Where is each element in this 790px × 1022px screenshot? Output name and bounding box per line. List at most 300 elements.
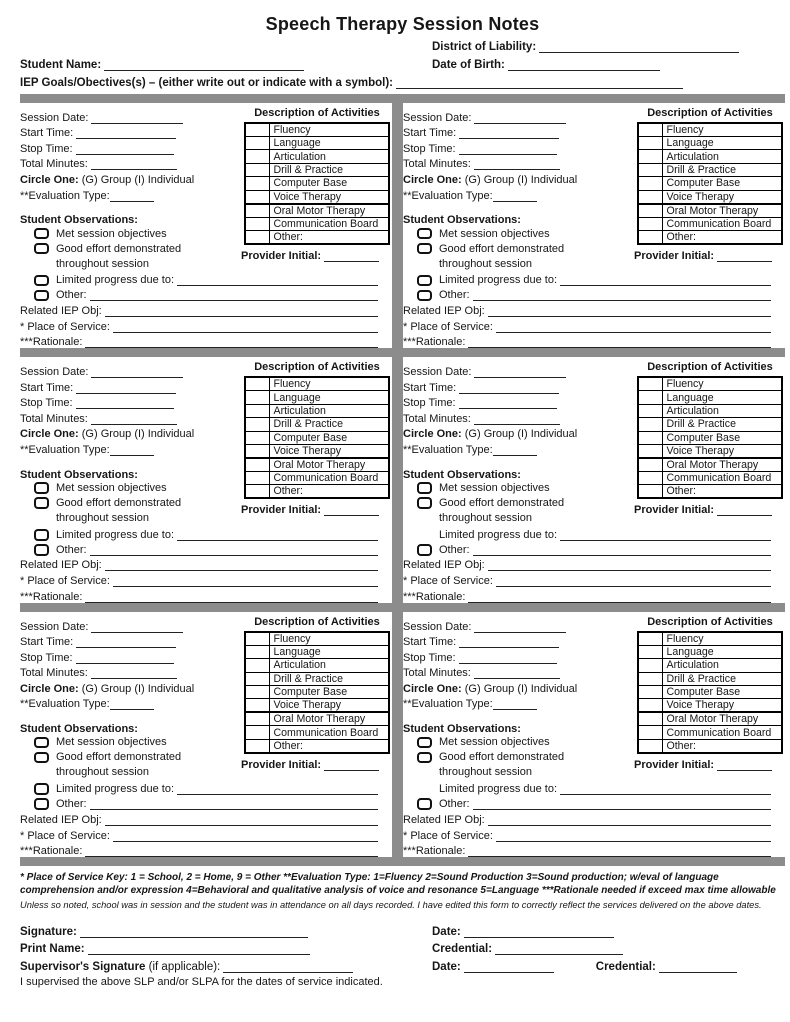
activity-checkbox[interactable] [638,230,662,244]
evaluation-type-input[interactable] [493,698,537,710]
evaluation-type-label: **Evaluation Type: [403,444,493,457]
total-minutes-field [20,409,245,425]
met-objectives-checkbox[interactable] [34,737,49,749]
session-block [20,103,392,348]
limited-progress-checkbox[interactable] [34,783,49,795]
session-grid [20,94,785,866]
activity-checkbox[interactable] [245,230,269,244]
activity-checkbox[interactable] [638,163,662,176]
evaluation-type-input[interactable] [493,190,537,202]
other-observation-label: Other: [56,289,87,302]
print-name-field [20,943,432,955]
credential-input[interactable] [495,943,623,955]
iep-goals-input[interactable] [396,77,683,89]
start-time-input[interactable] [459,382,559,394]
related-iep-input[interactable] [105,305,378,317]
activity-checkbox[interactable] [638,150,662,163]
activity-checkbox[interactable] [638,739,662,753]
activity-checkbox[interactable] [245,445,269,459]
activity-checkbox[interactable] [245,150,269,163]
related-iep-input[interactable] [488,814,771,826]
evaluation-type-input[interactable] [110,444,154,456]
activity-checkbox[interactable] [245,458,269,472]
other-observation-row [417,795,783,810]
supervisor-signature-field [20,961,432,973]
good-effort-checkbox[interactable] [34,752,49,764]
other-observation-row [34,795,390,810]
other-observation-label: Other: [439,543,470,556]
student-name-label: Student Name: [20,59,102,71]
activity-row [638,230,782,244]
activity-checkbox[interactable] [245,632,269,646]
activity-row [638,163,782,176]
rationale-label: ***Rationale: [403,590,466,603]
good-effort-label: Good effort demonstrated [56,497,182,510]
activity-checkbox[interactable] [638,377,662,391]
start-time-label: Start Time: [403,381,457,394]
stop-time-label: Stop Time: [403,397,456,410]
limited-progress-checkbox[interactable] [34,275,49,287]
session-date-input[interactable] [474,621,566,633]
good-effort-checkbox[interactable] [34,497,49,509]
other-observation-checkbox[interactable] [417,290,432,302]
rationale-label: ***Rationale: [403,336,466,349]
limited-progress-input[interactable] [560,274,771,286]
total-minutes-input[interactable] [91,158,177,170]
activity-checkbox[interactable] [638,659,662,672]
other-observation-input[interactable] [90,798,378,810]
activity-row [638,726,782,739]
activities-title: Description of Activities [647,107,773,119]
session-block [403,103,785,348]
start-time-label: Start Time: [20,636,74,649]
activity-checkbox[interactable] [638,217,662,230]
attendance-note: Unless so noted, school was in session and the student was in attendance on all days recorded. I have edited this form to correctly reflect the services delivered on the above dates. [20,900,762,911]
place-of-service-field [20,571,390,587]
date-label: Date: [432,925,461,938]
activity-row [638,123,782,137]
activity-checkbox[interactable] [638,177,662,190]
limited-progress-row [34,780,390,795]
activities-title: Description of Activities [254,361,380,374]
good-effort-label: Good effort demonstrated [439,751,565,764]
activity-checkbox[interactable] [638,123,662,137]
circle-one-label: Circle One: [20,682,79,695]
related-iep-field [403,810,783,826]
start-time-input[interactable] [76,127,176,139]
activity-label: Drill & Practice [662,163,782,176]
place-of-service-input[interactable] [496,321,771,333]
good-effort-checkbox[interactable] [417,497,432,509]
start-time-field [403,378,628,394]
activity-label: Communication Board [662,217,782,230]
session-date-field [403,617,628,633]
stop-time-input[interactable] [459,652,557,664]
evaluation-type-label: **Evaluation Type: [403,698,493,711]
date-input[interactable] [464,926,614,938]
circle-one-label: Circle One: [20,173,79,186]
activity-checkbox[interactable] [245,418,269,431]
other-observation-label: Other: [439,797,470,810]
met-objectives-checkbox[interactable] [417,228,432,240]
limited-progress-input[interactable] [177,783,378,795]
stop-time-input[interactable] [76,143,174,155]
rationale-label: ***Rationale: [20,845,83,858]
activity-checkbox[interactable] [638,472,662,485]
total-minutes-input[interactable] [91,413,177,425]
rationale-input[interactable] [468,336,771,348]
limited-progress-label: Limited progress due to: [56,782,175,795]
provider-initial-input[interactable] [717,250,772,262]
activity-row [638,431,782,444]
activity-label: Drill & Practice [662,672,782,685]
activities-table [244,122,390,245]
activity-label: Computer Base [269,686,389,699]
activity-checkbox[interactable] [638,645,662,658]
provider-initial-input[interactable] [717,759,772,771]
good-effort-label: Good effort demonstrated [56,751,182,764]
activity-row [638,418,782,431]
start-time-input[interactable] [76,382,176,394]
other-observation-checkbox[interactable] [34,798,49,810]
total-minutes-input[interactable] [91,667,177,679]
activity-row [245,699,389,713]
rationale-input[interactable] [468,845,771,857]
supervisor-signature-input[interactable] [223,961,353,973]
activity-checkbox[interactable] [245,726,269,739]
circle-one-options[interactable]: (G) Group (I) Individual [464,173,578,186]
stop-time-input[interactable] [459,397,557,409]
stop-time-input[interactable] [459,143,557,155]
met-objectives-checkbox[interactable] [34,482,49,494]
provider-initial-input[interactable] [324,759,379,771]
supervisor-signature-label: Supervisor's Signature [20,960,146,973]
circle-one-field [20,170,245,186]
session-date-input[interactable] [91,112,183,124]
date-of-birth-input[interactable] [508,59,660,71]
activity-checkbox[interactable] [245,472,269,485]
activity-checkbox[interactable] [638,445,662,459]
session-date-field [20,362,245,378]
activity-checkbox[interactable] [245,190,269,204]
limited-progress-input[interactable] [177,529,378,541]
met-objectives-label: Met session objectives [439,482,550,495]
related-iep-label: Related IEP Obj: [20,813,102,826]
total-minutes-input[interactable] [474,413,560,425]
session-date-input[interactable] [474,366,566,378]
session-date-input[interactable] [474,112,566,124]
circle-one-field [403,425,628,441]
rationale-input[interactable] [468,591,771,603]
stop-time-label: Stop Time: [20,651,73,664]
start-time-field [20,378,245,394]
related-iep-input[interactable] [488,559,771,571]
other-observation-label: Other: [439,289,470,302]
credential-label: Credential: [432,943,493,956]
activity-label: Computer Base [269,431,389,444]
activity-checkbox[interactable] [638,458,662,472]
related-iep-input[interactable] [105,814,378,826]
start-time-input[interactable] [76,636,176,648]
provider-initial-input[interactable] [717,504,772,516]
session-date-label: Session Date: [403,620,472,633]
good-effort-checkbox[interactable] [417,243,432,255]
activity-checkbox[interactable] [245,177,269,190]
activity-checkbox[interactable] [638,485,662,499]
activity-checkbox[interactable] [245,712,269,726]
activity-checkbox[interactable] [245,377,269,391]
provider-initial-input[interactable] [324,250,379,262]
total-minutes-label: Total Minutes: [403,412,471,425]
total-minutes-input[interactable] [474,667,560,679]
activity-label: Voice Therapy [269,190,389,204]
session-block [20,612,392,857]
activity-row [245,485,389,499]
activity-checkbox[interactable] [245,404,269,417]
page-title: Speech Therapy Session Notes [265,14,540,34]
session-date-label: Session Date: [20,620,89,633]
activity-row [638,217,782,230]
limited-progress-checkbox[interactable] [417,275,432,287]
good-effort-checkbox[interactable] [417,752,432,764]
good-effort-label: Good effort demonstrated [56,242,182,255]
met-objectives-label: Met session objectives [439,227,550,240]
place-of-service-input[interactable] [113,321,378,333]
stop-time-label: Stop Time: [20,142,73,155]
activity-checkbox[interactable] [245,645,269,658]
circle-one-options[interactable]: (G) Group (I) Individual [464,428,578,441]
session-date-field [403,362,628,378]
activities-table-body [638,123,782,244]
place-of-service-input[interactable] [496,830,771,842]
start-time-label: Start Time: [20,381,74,394]
place-of-service-field [403,317,783,333]
activity-checkbox[interactable] [638,418,662,431]
related-iep-input[interactable] [488,305,771,317]
activity-checkbox[interactable] [638,404,662,417]
activity-label: Articulation [269,659,389,672]
activity-checkbox[interactable] [245,217,269,230]
provider-initial-field [241,756,390,771]
student-name-input[interactable] [104,59,304,71]
rationale-input[interactable] [85,845,378,857]
limited-progress-input[interactable] [560,783,771,795]
activity-checkbox[interactable] [638,137,662,150]
rationale-input[interactable] [85,591,378,603]
supervised-note: I supervised the above SLP and/or SLPA for the dates of service indicated. [20,975,383,988]
other-observation-input[interactable] [473,289,771,301]
met-objectives-checkbox[interactable] [417,737,432,749]
provider-initial-input[interactable] [324,504,379,516]
other-observation-checkbox[interactable] [417,798,432,810]
activity-checkbox[interactable] [638,431,662,444]
print-name-input[interactable] [88,943,310,955]
rationale-field [403,333,783,349]
activity-checkbox[interactable] [638,204,662,218]
session-date-label: Session Date: [403,111,472,124]
activity-label: Computer Base [662,177,782,190]
evaluation-type-input[interactable] [110,698,154,710]
total-minutes-input[interactable] [474,158,560,170]
activity-checkbox[interactable] [245,659,269,672]
place-of-service-label: * Place of Service: [20,829,110,842]
activity-label: Language [662,391,782,404]
limited-progress-input[interactable] [560,529,771,541]
activity-checkbox[interactable] [245,123,269,137]
total-minutes-label: Total Minutes: [20,412,88,425]
other-observation-input[interactable] [90,289,378,301]
activity-row [245,404,389,417]
activity-label: Oral Motor Therapy [269,712,389,726]
good-effort-checkbox[interactable] [34,243,49,255]
signature-input[interactable] [80,926,308,938]
place-of-service-label: * Place of Service: [20,320,110,333]
other-observation-checkbox[interactable] [417,544,432,556]
activity-row [638,686,782,699]
session-date-field [20,617,245,633]
stop-time-field [20,394,245,410]
activity-checkbox[interactable] [245,391,269,404]
activity-row [638,404,782,417]
activity-label: Fluency [269,123,389,137]
circle-one-options[interactable]: (G) Group (I) Individual [81,682,195,695]
start-time-input[interactable] [459,127,559,139]
related-iep-field [403,556,783,572]
limited-progress-checkbox[interactable] [34,529,49,541]
activity-checkbox[interactable] [638,632,662,646]
limited-progress-label: Limited progress due to: [56,274,175,287]
evaluation-type-label: **Evaluation Type: [20,698,110,711]
limited-progress-row [34,271,390,286]
provider-initial-field [634,756,783,771]
activity-label: Articulation [269,404,389,417]
stop-time-input[interactable] [76,652,174,664]
activity-checkbox[interactable] [245,686,269,699]
start-time-field [403,633,628,649]
activity-checkbox[interactable] [245,137,269,150]
activity-checkbox[interactable] [638,672,662,685]
activity-label: Drill & Practice [269,418,389,431]
limited-progress-input[interactable] [177,274,378,286]
district-of-liability-input[interactable] [539,41,739,53]
activity-label: Drill & Practice [662,418,782,431]
activities-table-body [245,632,389,753]
evaluation-type-label: **Evaluation Type: [403,189,493,202]
activity-checkbox[interactable] [245,204,269,218]
other-observation-row [417,286,783,301]
activity-label: Language [269,645,389,658]
activity-label: Voice Therapy [662,445,782,459]
limited-progress-row [417,526,783,541]
activity-label: Other: [662,485,782,499]
place-of-service-input[interactable] [113,830,378,842]
supervisor-date-input[interactable] [464,961,554,973]
activity-label: Fluency [662,632,782,646]
activity-label: Other: [662,739,782,753]
session-date-input[interactable] [91,621,183,633]
evaluation-type-input[interactable] [493,444,537,456]
activities-title: Description of Activities [254,107,380,119]
provider-initial-label: Provider Initial: [634,249,715,262]
activity-row [245,391,389,404]
activity-label: Drill & Practice [269,672,389,685]
activity-label: Communication Board [662,472,782,485]
other-observation-input[interactable] [473,544,771,556]
activity-row [245,726,389,739]
student-name-field [20,59,432,71]
activity-checkbox[interactable] [245,485,269,499]
stop-time-field [20,139,245,155]
start-time-field [20,124,245,140]
other-observation-checkbox[interactable] [34,290,49,302]
limited-progress-label: Limited progress due to: [439,274,558,287]
activity-checkbox[interactable] [245,163,269,176]
related-iep-input[interactable] [105,559,378,571]
evaluation-type-input[interactable] [110,190,154,202]
place-of-service-input[interactable] [496,575,771,587]
other-observation-input[interactable] [90,544,378,556]
stop-time-input[interactable] [76,397,174,409]
stop-time-field [403,394,628,410]
activity-row [245,204,389,218]
activity-label: Computer Base [662,431,782,444]
session-date-label: Session Date: [20,366,89,379]
circle-one-options[interactable]: (G) Group (I) Individual [464,682,578,695]
place-of-service-field [20,317,390,333]
total-minutes-label: Total Minutes: [403,158,471,171]
met-objectives-label: Met session objectives [56,482,167,495]
activity-checkbox[interactable] [638,699,662,713]
place-of-service-label: * Place of Service: [403,320,493,333]
provider-initial-field [241,501,390,516]
circle-one-options[interactable]: (G) Group (I) Individual [81,173,195,186]
rationale-input[interactable] [85,336,378,348]
supervisor-credential-label: Credential: [595,960,656,973]
related-iep-label: Related IEP Obj: [403,559,485,572]
session-date-input[interactable] [91,366,183,378]
session-block [403,612,785,857]
activity-checkbox[interactable] [638,686,662,699]
provider-initial-label: Provider Initial: [241,504,322,517]
other-observation-checkbox[interactable] [34,544,49,556]
met-objectives-checkbox[interactable] [34,228,49,240]
activity-checkbox[interactable] [638,726,662,739]
activities-table-body [638,632,782,753]
provider-initial-label: Provider Initial: [241,249,322,262]
activity-label: Voice Therapy [269,699,389,713]
activity-checkbox[interactable] [638,391,662,404]
other-observation-input[interactable] [473,798,771,810]
activities-panel [634,107,783,262]
activity-checkbox[interactable] [245,672,269,685]
related-iep-label: Related IEP Obj: [403,813,485,826]
related-iep-field [20,810,390,826]
total-minutes-label: Total Minutes: [403,667,471,680]
supervisor-credential-input[interactable] [659,961,737,973]
activity-checkbox[interactable] [245,699,269,713]
activity-checkbox[interactable] [245,431,269,444]
activity-label: Language [662,645,782,658]
activity-checkbox[interactable] [638,712,662,726]
evaluation-type-field [20,440,245,456]
activity-checkbox[interactable] [245,739,269,753]
start-time-input[interactable] [459,636,559,648]
circle-one-options[interactable]: (G) Group (I) Individual [81,428,195,441]
met-objectives-checkbox[interactable] [417,482,432,494]
activity-label: Fluency [269,377,389,391]
place-of-service-input[interactable] [113,575,378,587]
activity-checkbox[interactable] [638,190,662,204]
